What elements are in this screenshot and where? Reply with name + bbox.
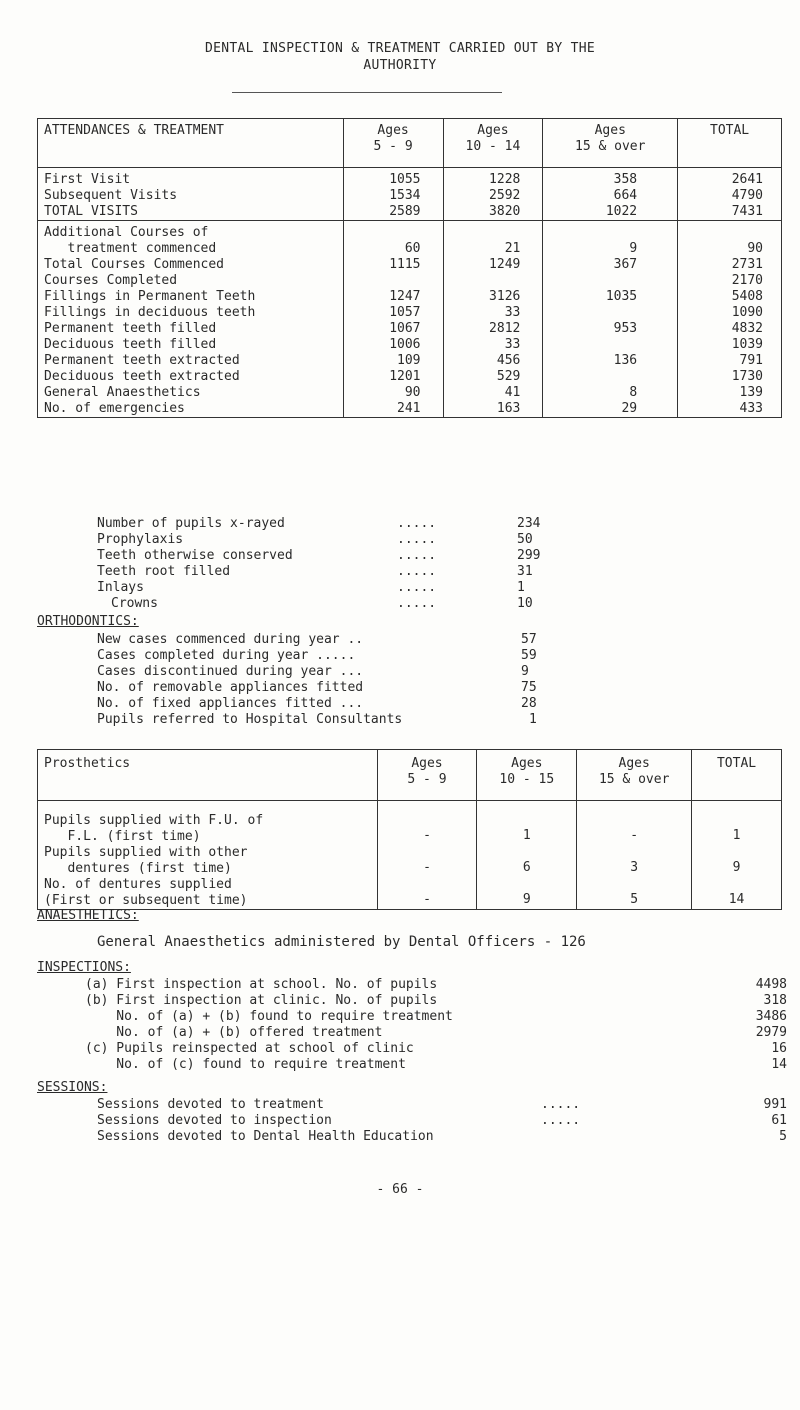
cell-value: 2812 (443, 321, 543, 337)
table-row (38, 845, 782, 877)
prosthetics-table (37, 749, 782, 910)
summary-value: 50 (517, 532, 533, 547)
ortho-label: Pupils referred to Hospital Consultants (97, 712, 403, 727)
cell-value (443, 221, 543, 242)
cell-value: 1067 (343, 321, 443, 337)
table-row (38, 168, 782, 189)
ortho-label: Cases completed during year ..... (97, 648, 356, 663)
summary-dots: ..... (397, 532, 437, 547)
session-value: 61 (771, 1113, 787, 1128)
table-row (38, 273, 782, 289)
cell-value: 5 (577, 877, 692, 910)
cell-value: - (377, 845, 477, 877)
row-label: Courses Completed (38, 273, 344, 289)
session-dots: ..... (541, 1097, 581, 1112)
inspection-label: No. of (a) + (b) offered treatment (85, 1025, 383, 1040)
column-header: Ages 10 - 15 (477, 750, 577, 801)
cell-value (343, 221, 443, 242)
row-label-line-1: No. of dentures supplied (44, 877, 232, 892)
row-label: Total Courses Commenced (38, 257, 344, 273)
ortho-value: 57 (521, 632, 537, 647)
summary-label: Teeth root filled (97, 564, 231, 579)
inspection-label: No. of (c) found to require treatment (85, 1057, 406, 1072)
row-label: Deciduous teeth filled (38, 337, 344, 353)
inspection-value: 16 (771, 1041, 787, 1056)
cell-value (543, 337, 678, 353)
cell-value: 433 (678, 401, 782, 418)
cell-value: 29 (543, 401, 678, 418)
cell-value: 4832 (678, 321, 782, 337)
cell-value: - (577, 801, 692, 846)
row-label: First Visit (38, 168, 344, 189)
cell-value: 163 (443, 401, 543, 418)
ortho-label: No. of fixed appliances fitted ... (97, 696, 364, 711)
cell-value: 33 (443, 305, 543, 321)
row-label (38, 845, 378, 877)
cell-value: 14 (692, 877, 782, 910)
cell-value: 1228 (443, 168, 543, 189)
cell-value: 953 (543, 321, 678, 337)
cell-value: 3126 (443, 289, 543, 305)
cell-value: 367 (543, 257, 678, 273)
cell-value: 5408 (678, 289, 782, 305)
row-label: Additional Courses of (38, 221, 344, 242)
cell-value: 1022 (543, 204, 678, 221)
cell-value: 90 (678, 241, 782, 257)
ortho-label: New cases commenced during year .. (97, 632, 364, 647)
summary-label: Teeth otherwise conserved (97, 548, 293, 563)
table-row (38, 257, 782, 273)
inspection-label: (a) First inspection at school. No. of pupils (85, 977, 438, 992)
summary-value: 10 (517, 596, 533, 611)
table-row (38, 305, 782, 321)
cell-value: 1055 (343, 168, 443, 189)
anaesthetics-heading: ANAESTHETICS: (37, 908, 139, 923)
cell-value: 9 (692, 845, 782, 877)
summary-dots: ..... (397, 564, 437, 579)
cell-value: 1247 (343, 289, 443, 305)
ortho-value: 75 (521, 680, 537, 695)
table-row (38, 289, 782, 305)
cell-value: 7431 (678, 204, 782, 221)
row-label (38, 877, 378, 910)
cell-value: 139 (678, 385, 782, 401)
row-label: Fillings in deciduous teeth (38, 305, 344, 321)
cell-value: - (377, 801, 477, 846)
summary-value: 1 (517, 580, 525, 595)
inspection-value: 4498 (755, 977, 787, 992)
cell-value: 2641 (678, 168, 782, 189)
inspection-label: No. of (a) + (b) found to require treatment (85, 1009, 453, 1024)
row-label: Permanent teeth filled (38, 321, 344, 337)
session-label: Sessions devoted to treatment (97, 1097, 324, 1112)
table-row (38, 241, 782, 257)
cell-value: 1035 (543, 289, 678, 305)
row-label-line-2: F.L. (first time) (44, 829, 201, 844)
cell-value (543, 273, 678, 289)
row-label-line-2: (First or subsequent time) (44, 893, 248, 908)
inspection-value: 2979 (755, 1025, 787, 1040)
ortho-value: 9 (521, 664, 529, 679)
row-label: Fillings in Permanent Teeth (38, 289, 344, 305)
cell-value: 1006 (343, 337, 443, 353)
cell-value: 8 (543, 385, 678, 401)
cell-value: 21 (443, 241, 543, 257)
cell-value: 2731 (678, 257, 782, 273)
cell-value: 41 (443, 385, 543, 401)
cell-value: 6 (477, 845, 577, 877)
table-row (38, 337, 782, 353)
attendances-treatment-table (37, 118, 782, 418)
cell-value: 1201 (343, 369, 443, 385)
sessions-heading: SESSIONS: (37, 1080, 108, 1095)
cell-value: 4790 (678, 188, 782, 204)
page-title (0, 40, 800, 74)
session-value: 991 (763, 1097, 787, 1112)
cell-value: 664 (543, 188, 678, 204)
cell-value: 2592 (443, 188, 543, 204)
summary-label: Prophylaxis (97, 532, 184, 547)
column-header: Ages 10 - 14 (443, 119, 543, 168)
column-header: ATTENDANCES & TREATMENT (38, 119, 344, 168)
table-row (38, 204, 782, 221)
cell-value: 529 (443, 369, 543, 385)
table-row (38, 401, 782, 418)
title-rule (232, 92, 502, 93)
column-header: TOTAL (678, 119, 782, 168)
inspection-label: (c) Pupils reinspected at school of clinic (85, 1041, 414, 1056)
cell-value: 1 (692, 801, 782, 846)
summary-label: Crowns (111, 596, 158, 611)
column-header: Ages 15 & over (543, 119, 678, 168)
session-dots: ..... (541, 1113, 581, 1128)
cell-value: 2170 (678, 273, 782, 289)
column-header: Prosthetics (38, 750, 378, 801)
summary-dots: ..... (397, 548, 437, 563)
row-label-line-1: Pupils supplied with other (44, 845, 248, 860)
page-number: - 66 - (376, 1182, 424, 1197)
table-row (38, 221, 782, 242)
cell-value: 1057 (343, 305, 443, 321)
cell-value (543, 221, 678, 242)
cell-value: 3820 (443, 204, 543, 221)
row-label: General Anaesthetics (38, 385, 344, 401)
inspection-label: (b) First inspection at clinic. No. of pupils (85, 993, 438, 1008)
table-row (38, 369, 782, 385)
cell-value: 60 (343, 241, 443, 257)
session-label: Sessions devoted to inspection (97, 1113, 332, 1128)
table-row (38, 188, 782, 204)
row-label (38, 801, 378, 846)
cell-value: 1730 (678, 369, 782, 385)
cell-value: 9 (477, 877, 577, 910)
cell-value: 1534 (343, 188, 443, 204)
title-line-2: AUTHORITY (363, 58, 437, 73)
cell-value (443, 273, 543, 289)
table-row (38, 321, 782, 337)
cell-value: 109 (343, 353, 443, 369)
cell-value: 241 (343, 401, 443, 418)
ortho-value: 59 (521, 648, 537, 663)
cell-value (678, 221, 782, 242)
summary-value: 31 (517, 564, 533, 579)
cell-value: 791 (678, 353, 782, 369)
cell-value: 456 (443, 353, 543, 369)
table-header-row (38, 119, 782, 168)
table-row (38, 385, 782, 401)
ortho-label: Cases discontinued during year ... (97, 664, 364, 679)
column-header: Ages 5 - 9 (343, 119, 443, 168)
cell-value (343, 273, 443, 289)
cell-value: 1249 (443, 257, 543, 273)
summary-label: Inlays (97, 580, 144, 595)
summary-dots: ..... (397, 596, 437, 611)
cell-value: 33 (443, 337, 543, 353)
inspections-heading: INSPECTIONS: (37, 960, 131, 975)
session-label: Sessions devoted to Dental Health Education (97, 1129, 434, 1144)
summary-value: 234 (517, 516, 541, 531)
cell-value: 1 (477, 801, 577, 846)
cell-value: 2589 (343, 204, 443, 221)
anaesthetics-text: General Anaesthetics administered by Dental Officers - 126 (97, 934, 586, 950)
ortho-label: No. of removable appliances fitted (97, 680, 364, 695)
ortho-value: 28 (521, 696, 537, 711)
cell-value: 3 (577, 845, 692, 877)
column-header: TOTAL (692, 750, 782, 801)
orthodontics-heading: ORTHODONTICS: (37, 614, 139, 629)
cell-value: 358 (543, 168, 678, 189)
column-header: Ages 5 - 9 (377, 750, 477, 801)
title-line-1: DENTAL INSPECTION & TREATMENT CARRIED OUT BY THE (204, 41, 596, 56)
table-row (38, 353, 782, 369)
table-row (38, 877, 782, 910)
row-label: Permanent teeth extracted (38, 353, 344, 369)
row-label: treatment commenced (38, 241, 344, 257)
row-label-line-1: Pupils supplied with F.U. of (44, 813, 264, 828)
column-header: Ages 15 & over (577, 750, 692, 801)
cell-value: 1039 (678, 337, 782, 353)
table-row (38, 801, 782, 846)
cell-value (543, 305, 678, 321)
table-header-row (38, 750, 782, 801)
summary-dots: ..... (397, 580, 437, 595)
cell-value (543, 369, 678, 385)
cell-value: 9 (543, 241, 678, 257)
cell-value: - (377, 877, 477, 910)
row-label: Deciduous teeth extracted (38, 369, 344, 385)
row-label: TOTAL VISITS (38, 204, 344, 221)
cell-value: 1115 (343, 257, 443, 273)
ortho-value: 1 (529, 712, 537, 727)
row-label-line-2: dentures (first time) (44, 861, 232, 876)
inspection-value: 318 (763, 993, 787, 1008)
summary-dots: ..... (397, 516, 437, 531)
cell-value: 90 (343, 385, 443, 401)
cell-value: 1090 (678, 305, 782, 321)
session-value: 5 (779, 1129, 787, 1144)
summary-label: Number of pupils x-rayed (97, 516, 285, 531)
cell-value: 136 (543, 353, 678, 369)
inspection-value: 3486 (755, 1009, 787, 1024)
row-label: No. of emergencies (38, 401, 344, 418)
summary-value: 299 (517, 548, 541, 563)
row-label: Subsequent Visits (38, 188, 344, 204)
inspection-value: 14 (771, 1057, 787, 1072)
